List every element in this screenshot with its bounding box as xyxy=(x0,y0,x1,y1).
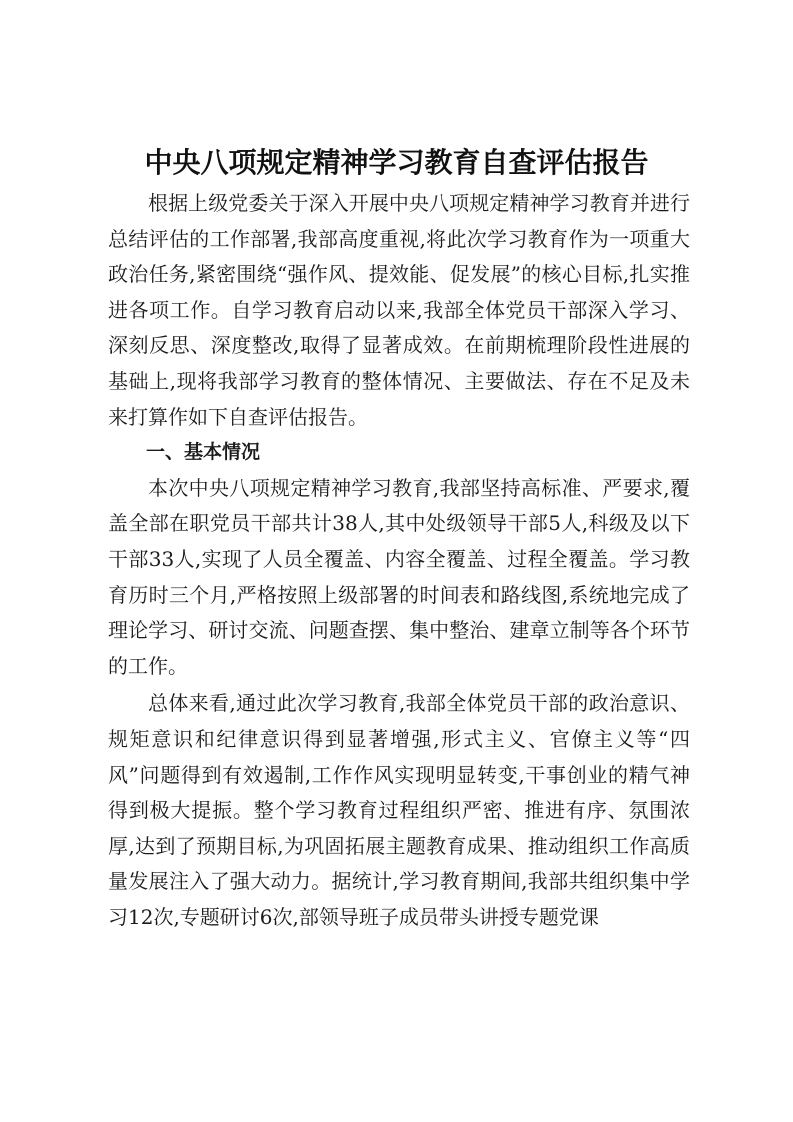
basic-situation-paragraph: 本次中央八项规定精神学习教育,我部坚持高标准、严要求,覆盖全部在职党员干部共计38人,其中处级领导干部5人,科级及以下干部33人,实现了人员全覆盖、内容全覆盖、过程全覆盖。学习教育历时三个月,严格按照上级部署的时间表和路线图,系统地完成了理论学习、研讨交流、问题查摆、集中整治、建章立制等各个环节的工作。 xyxy=(108,475,690,678)
overall-paragraph: 总体来看,通过此次学习教育,我部全体党员干部的政治意识、规矩意识和纪律意识得到显著增强,形式主义、官僚主义等“四风”问题得到有效遏制,工作作风实现明显转变,干事创业的精气神得到极大提振。整个学习教育过程组织严密、推进有序、氛围浓厚,达到了预期目标,为巩固拓展主题教育成果、推动组织工作高质量发展注入了强大动力。据统计,学习教育期间,我部共组织集中学习12次,专题研讨6次,部领导班子成员带头讲授专题党课 xyxy=(108,691,690,929)
intro-paragraph: 根据上级党委关于深入开展中央八项规定精神学习教育并进行总结评估的工作部署,我部高度重视,将此次学习教育作为一项重大政治任务,紧密围绕“强作风、提效能、促发展”的核心目标,扎实推进各项工作。自学习教育启动以来,我部全体党员干部深入学习、深刻反思、深度整改,取得了显著成效。在前期梳理阶段性进展的基础上,现将我部学习教育的整体情况、主要做法、存在不足及未来打算作如下自查评估报告。 xyxy=(108,191,690,429)
document-title: 中央八项规定精神学习教育自查评估报告 xyxy=(144,146,649,179)
section-heading: 一、基本情况 xyxy=(146,441,261,464)
document-body xyxy=(108,186,690,935)
